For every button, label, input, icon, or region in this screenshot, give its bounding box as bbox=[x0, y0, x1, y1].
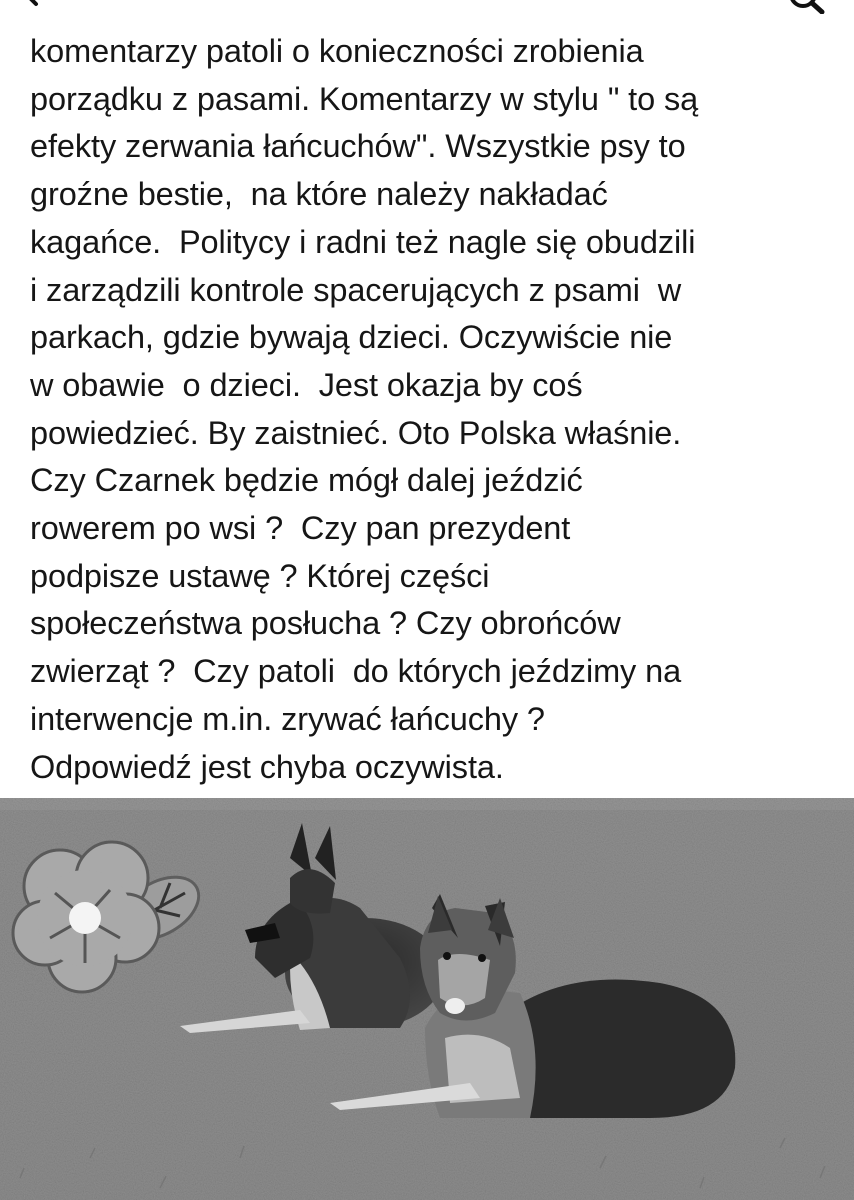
post-line: interwencje m.in. zrywać łańcuchy ? bbox=[30, 700, 545, 737]
post-line: groźne bestie, na które należy nakładać bbox=[30, 176, 608, 213]
post-line: rowerem po wsi ? Czy pan prezydent bbox=[30, 510, 571, 547]
post-line: kagańce. Politycy i radni też nagle się obudzili bbox=[30, 223, 696, 260]
post-line: Czy Czarnek będzie mógł dalej jeździć bbox=[30, 462, 583, 499]
top-bar bbox=[0, 0, 854, 14]
post-text bbox=[30, 28, 830, 791]
dogs-photo-image bbox=[0, 798, 854, 1200]
post-line: porządku z pasami. Komentarzy w stylu " to są bbox=[30, 80, 699, 117]
post-line: podpisze ustawę ? Której części bbox=[30, 557, 490, 594]
post-line: zwierząt ? Czy patoli do których jeździmy na bbox=[30, 653, 682, 690]
post-line: społeczeństwa posłucha ? Czy obrońców bbox=[30, 605, 621, 642]
post-line: i zarządzili kontrole spacerujących z psami w bbox=[30, 271, 682, 308]
back-arrow-icon[interactable] bbox=[22, 0, 52, 10]
post-line: efekty zerwania łańcuchów". Wszystkie psy to bbox=[30, 128, 686, 165]
post-line: parkach, gdzie bywają dzieci. Oczywiście nie bbox=[30, 319, 673, 356]
post-line: komentarzy patoli o konieczności zrobienia bbox=[30, 33, 644, 69]
post-line: powiedzieć. By zaistnieć. Oto Polska właśnie. bbox=[30, 414, 682, 451]
post-line: w obawie o dzieci. Jest okazja by coś bbox=[30, 366, 583, 403]
search-icon[interactable] bbox=[786, 0, 826, 14]
dogs-photo[interactable] bbox=[0, 798, 854, 1200]
post-line: Odpowiedź jest chyba oczywista. bbox=[30, 748, 504, 785]
